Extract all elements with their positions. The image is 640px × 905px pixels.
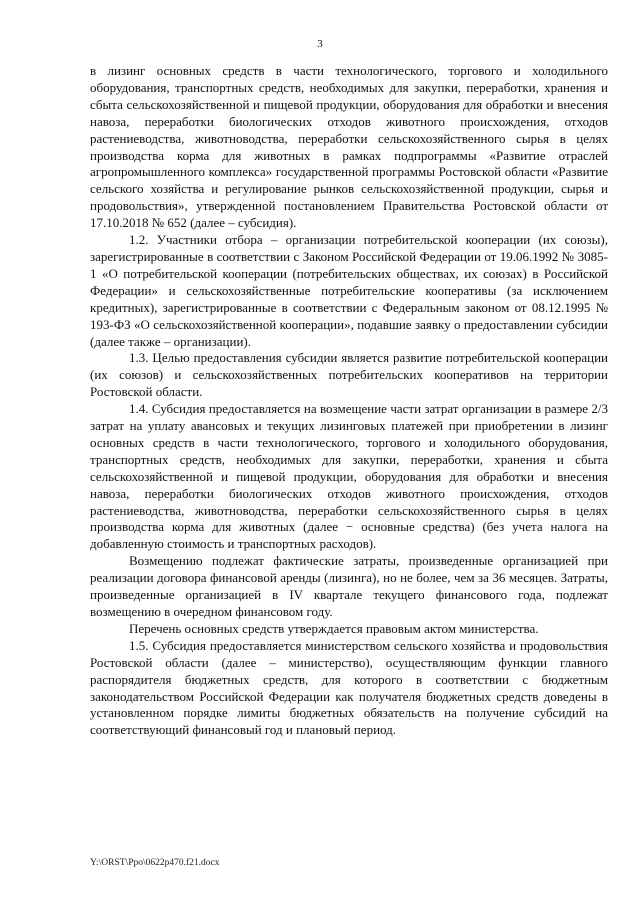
document-body bbox=[90, 63, 608, 739]
paragraph-1-2: 1.2. Участники отбора – организации потребительской кооперации (их союзы), зарегистрированные в соответствии с Законом Российской Федерации от 19.06.1992 № 3085-1 «О потребительской кооперации (потребительских обществах, их союзах) в Российской Федерации» и сельскохозяйственные потребительские кооперативы (за исключением кредитных), зарегистрированные в соответствии с Федеральным законом от 08.12.1995 № 193-ФЗ «О сельскохозяйственной кооперации», подавшие заявку о предоставлении субсидии (далее также – организации). bbox=[90, 232, 608, 349]
paragraph-1-3: 1.3. Целью предоставления субсидии является развитие потребительской кооперации (их союзов) и сельскохозяйственных потребительских кооперативов на территории Ростовской области. bbox=[90, 350, 608, 400]
paragraph-list: Перечень основных средств утверждается правовым актом министерства. bbox=[129, 620, 539, 636]
footer-file-path: Y:\ORST\Ppo\0622p470.f21.docx bbox=[90, 858, 220, 868]
paragraph-compensation: Возмещению подлежат фактические затраты, произведенные организацией при реализации договора финансовой аренды (лизинга), но не более, чем за 36 месяцев. Затраты, произведенные организацией в IV квартале текущего финансового года, подлежат возмещению в очередном финансовом году. bbox=[90, 553, 608, 619]
paragraph-1-5: 1.5. Субсидия предоставляется министерством сельского хозяйства и продовольствия Ростовской области (далее – министерство), осуществляющим функции главного распорядителя бюджетных средств, для которого в соответствии с бюджетным законодательством Российской Федерации как получателя бюджетных средств доведены в установленном порядке лимиты бюджетных обязательств на получение субсидий на соответствующий финансовый год и плановый период. bbox=[90, 637, 608, 738]
page-number: 3 bbox=[317, 38, 323, 50]
paragraph-continuation: в лизинг основных средств в части технологического, торгового и холодильного оборудования, транспортных средств, необходимых для закупки, переработки, хранения и сбыта сельскохозяйственной и пищевой продукции, оборудования для обработки и внесения навоза, переработки биологических отходов животного происхождения, отходов растениеводства, животноводства, переработки сельскохозяйственного сырья в целях производства корма для животных в рамках подпрограммы «Развитие отраслей агропромышленного комплекса» государственной программы Ростовской области «Развитие сельского хозяйства и регулирование рынков сельскохозяйственной продукции, сырья и продовольствия», утвержденной постановлением Правительства Ростовской области от 17.10.2018 № 652 (далее – субсидия). bbox=[90, 63, 608, 231]
paragraph-1-4: 1.4. Субсидия предоставляется на возмещение части затрат организации в размере 2/3 затрат на уплату авансовых и текущих лизинговых платежей при приобретении в лизинг основных средств в части технологического, торгового и холодильного оборудования, транспортных средств, необходимых для закупки, переработки, хранения и сбыта сельскохозяйственной и пищевой продукции, оборудования для обработки и внесения навоза, переработки биологических отходов животного происхождения, отходов растениеводства, животноводства, переработки сельскохозяйственного сырья в целях производства корма для животных (далее − основные средства) (без учета налога на добавленную стоимость и транспортных расходов). bbox=[90, 401, 608, 552]
